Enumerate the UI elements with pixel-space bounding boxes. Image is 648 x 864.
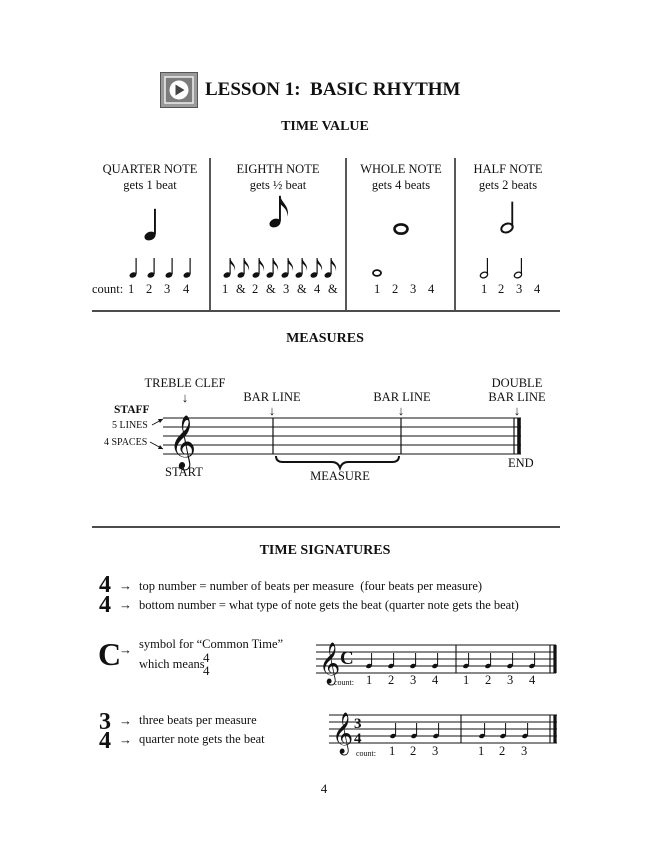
count-4: 4 (428, 282, 435, 296)
lesson-title: LESSON 1: BASIC RHYTHM (205, 79, 461, 100)
count-3: 3 (521, 744, 528, 758)
quarter-note-icon (389, 723, 396, 739)
quarter-note-icon (365, 653, 372, 669)
count-3: 3 (410, 673, 417, 687)
common-time-frac-top: 4 (203, 650, 210, 665)
count-1: 1 (222, 282, 229, 296)
common-time-symbol: C (98, 636, 122, 672)
treble-clef-label: TREBLE CLEF (144, 376, 226, 390)
lines-label: 5 LINES (112, 420, 148, 431)
arrow-icon: → (119, 578, 132, 593)
eighth-note-icon (266, 258, 278, 279)
eighth-note-title: EIGHTH NOTE (236, 162, 320, 176)
quarter-note-desc: gets 1 beat (123, 178, 177, 192)
count-3: 3 (410, 282, 417, 296)
count-4: 4 (432, 673, 439, 687)
double-bar-label-1: DOUBLE (491, 376, 543, 390)
bar-line-label-1: BAR LINE (243, 390, 301, 404)
treble-clef-arrow: ↓ (181, 390, 189, 405)
count-1: 1 (481, 282, 488, 296)
three-four-line1: three beats per measure (139, 713, 257, 727)
quarter-note-icon (143, 209, 157, 242)
arrow-icon: → (119, 713, 132, 728)
half-note-desc: gets 2 beats (478, 178, 538, 192)
half-note-icon (513, 258, 522, 279)
count-1: 1 (374, 282, 381, 296)
count-2: 2 (388, 673, 395, 687)
top-number-text: top number = number of beats per measure (four beats per measure) (139, 579, 483, 593)
three-four-line2: quarter note gets the beat (139, 732, 265, 746)
quarter-note-icon (499, 723, 506, 739)
quarter-count-label: count: (92, 282, 124, 296)
measure-brace (276, 456, 399, 468)
three-four-count-label: count: (356, 749, 376, 758)
count-4: 4 (183, 282, 190, 296)
count-2: 2 (410, 744, 417, 758)
half-note-icon (479, 258, 488, 279)
quarter-note-icon (484, 653, 491, 669)
treble-clef-icon: 𝄞 (169, 416, 197, 467)
eighth-note-icon (295, 258, 307, 279)
count-3: 3 (164, 282, 171, 296)
quarter-note-icon (410, 723, 417, 739)
quarter-note-icon (462, 653, 469, 669)
quarter-note-icon (387, 653, 394, 669)
measure-label: MEASURE (310, 469, 370, 483)
count-4: 4 (314, 282, 321, 296)
count-2: 2 (252, 282, 259, 296)
quarter-note-icon (183, 258, 192, 279)
arrow-icon: → (119, 642, 132, 657)
double-bar-label-2: BAR LINE (488, 390, 546, 404)
count-3: 3 (507, 673, 514, 687)
quarter-note-title: QUARTER NOTE (102, 162, 198, 176)
page-number: 4 (320, 781, 328, 796)
spaces-label: 4 SPACES (104, 437, 148, 448)
count-1: 1 (389, 744, 396, 758)
end-label: END (508, 456, 534, 470)
measures-heading: MEASURES (286, 331, 364, 346)
staff-label: STAFF (114, 404, 150, 416)
time-value-heading: TIME VALUE (281, 119, 369, 134)
count-2: 2 (499, 744, 506, 758)
count-1: 1 (128, 282, 135, 296)
quarter-note-icon (147, 258, 156, 279)
staff-lines (163, 418, 521, 454)
quarter-note-icon (528, 653, 535, 669)
count-2: 2 (498, 282, 505, 296)
count-2: 2 (392, 282, 399, 296)
bar-line-label-2: BAR LINE (373, 390, 431, 404)
whole-note-title: WHOLE NOTE (360, 162, 442, 176)
whole-note-icon (373, 270, 381, 276)
treble-clef-icon: 𝄞 (319, 643, 341, 683)
whole-note-desc: gets 4 beats (371, 178, 431, 192)
quarter-note-icon (521, 723, 528, 739)
count-4: 4 (529, 673, 536, 687)
ts-bottom-number: 4 (99, 592, 111, 618)
count-3: 3 (432, 744, 439, 758)
count-2: 2 (146, 282, 153, 296)
time-signature-icon: 3 (354, 716, 362, 732)
eighth-note-icon (237, 258, 249, 279)
treble-clef-icon: 𝄞 (332, 713, 354, 753)
half-note-icon (500, 202, 514, 234)
eighth-note-icon (252, 258, 264, 279)
count-2: 2 (485, 673, 492, 687)
quarter-note-icon (432, 723, 439, 739)
bar-line-arrow-2: ↓ (397, 403, 405, 418)
quarter-note-icon (506, 653, 513, 669)
count-4: 4 (534, 282, 541, 296)
common-time-line1: symbol for “Common Time” (139, 637, 284, 651)
ts-top-number: 4 (99, 572, 111, 598)
eighth-note-icon (324, 258, 336, 279)
ts34-top-number: 3 (99, 709, 111, 735)
staff-lines (329, 715, 557, 743)
eighth-note-desc: gets ½ beat (249, 178, 307, 192)
arrow-icon: → (119, 597, 132, 612)
count-3: 3 (516, 282, 523, 296)
count-1: 1 (366, 673, 373, 687)
quarter-note-icon (431, 653, 438, 669)
time-signature-icon: 4 (354, 731, 362, 747)
count-and: & (266, 282, 276, 296)
count-and: & (328, 282, 338, 296)
count-1: 1 (478, 744, 485, 758)
half-note-title: HALF NOTE (473, 162, 543, 176)
common-time-icon: C (340, 648, 354, 669)
quarter-note-icon (478, 723, 485, 739)
count-and: & (236, 282, 246, 296)
count-and: & (297, 282, 307, 296)
start-label: START (165, 465, 203, 479)
arrow-icon: → (119, 732, 132, 747)
bar-line-arrow-1: ↓ (268, 403, 276, 418)
common-time-line2: which means (139, 657, 205, 671)
eighth-note-icon (268, 196, 288, 229)
common-time-frac-bottom: 4 (203, 663, 210, 678)
bottom-number-text: bottom number = what type of note gets the beat (quarter note gets the beat) (139, 598, 519, 612)
eighth-note-icon (310, 258, 322, 279)
count-3: 3 (283, 282, 290, 296)
quarter-note-icon (409, 653, 416, 669)
whole-note-icon (395, 224, 408, 233)
quarter-note-icon (165, 258, 174, 279)
eighth-note-icon (223, 258, 235, 279)
count-1: 1 (463, 673, 470, 687)
time-signatures-heading: TIME SIGNATURES (259, 543, 391, 558)
double-bar-arrow: ↓ (513, 403, 521, 418)
common-count-label: count: (334, 678, 354, 687)
ts34-bottom-number: 4 (99, 728, 111, 754)
quarter-note-icon (129, 258, 138, 279)
eighth-note-icon (281, 258, 293, 279)
